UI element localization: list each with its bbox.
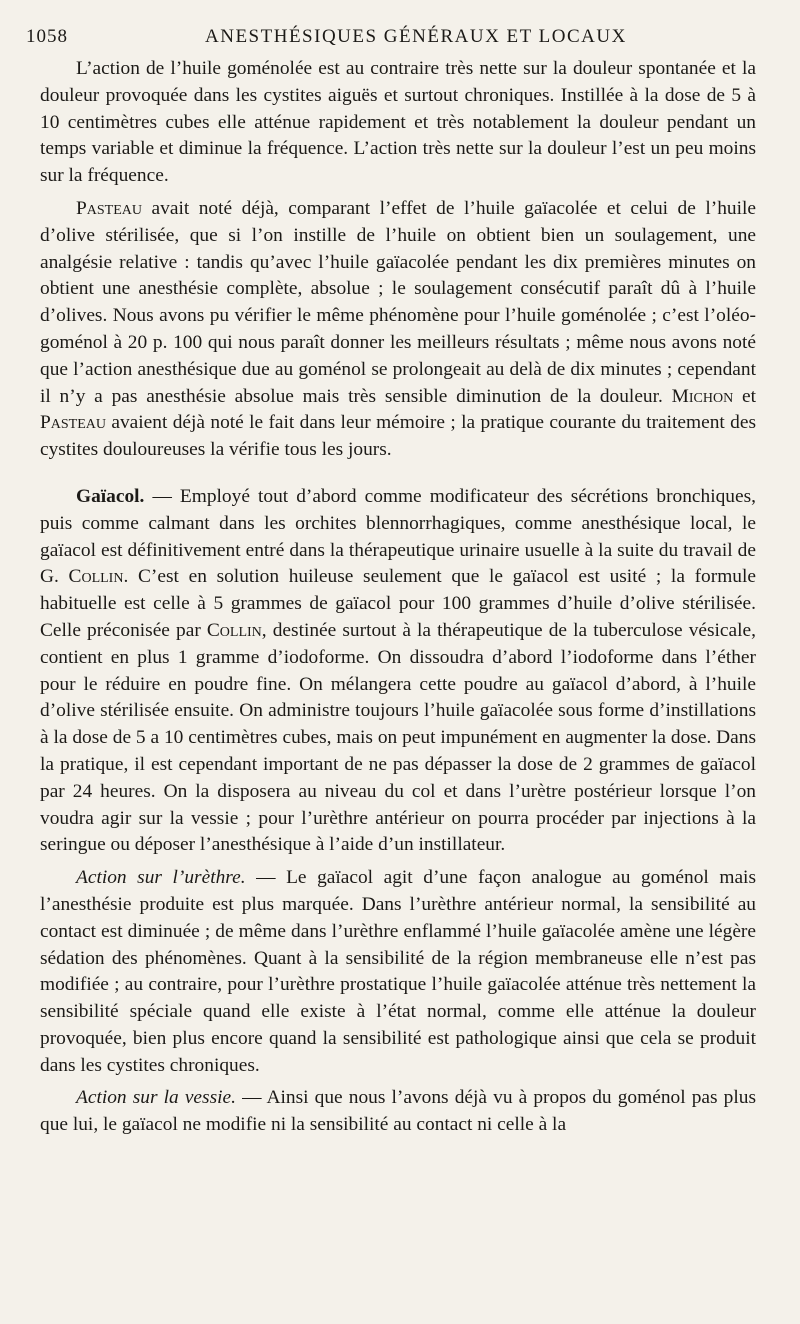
author-name: Michon bbox=[671, 385, 734, 407]
paragraph-urethre bbox=[40, 865, 756, 1079]
paragraph-text: — Le gaïacol agit d’une façon analogue au goménol mais l’anesthésie produite est plus marquée. Dans l’urèthre antérieur normal, la sensibilité au contact est diminuée ; de même dans l’urèthre enflammé l’huile gaïacolée amène une légère sédation des phénomènes. Quant à la sensibilité de la région membraneuse elle n’est pas modifiée ; au contraire, pour l’urèthre prostatique l’huile gaïacolée atténue très nettement la sensibilité spéciale quand elle existe à l’état normal, comme elle atténue la douleur provoquée, bien plus encore quand la sensibilité est pathologique ainsi que cela se produit dans les cystites chroniques. bbox=[40, 867, 756, 1076]
paragraph-gomenol-action bbox=[40, 56, 756, 190]
paragraph-text: et bbox=[733, 385, 756, 407]
paragraph-text: . C’est en solution huileuse seulement que le gaïacol est usité ; la formule habituelle est celle à 5 grammes de gaïacol pour 100 grammes d’huile d’olive stérilisée. Celle préconisée par bbox=[40, 566, 756, 641]
running-head bbox=[26, 22, 756, 56]
author-name: Collin bbox=[68, 566, 124, 588]
paragraph-vessie bbox=[40, 1085, 756, 1139]
paragraph-text: — Employé tout d’abord comme modificateur des sécrétions bronchiques, puis comme calmant dans les orchites blennorrhagiques, comme anesthésique local, le gaïacol est définitivement entré dans la thérapeutique urinaire usuelle à la suite du travail de G. bbox=[40, 485, 756, 588]
paragraph-text: — Ainsi que nous l’avons déjà vu à propos du goménol pas plus que lui, le gaïacol ne modifie ni la sensibilité au contact ni celle à la bbox=[40, 1087, 756, 1136]
section-heading: Gaïacol. bbox=[76, 485, 145, 507]
author-name: Pasteau bbox=[76, 197, 143, 219]
subsection-heading: Action sur l’urèthre. bbox=[76, 867, 246, 889]
page-number: 1058 bbox=[26, 26, 68, 47]
author-name: Pasteau bbox=[40, 412, 107, 434]
author-name: Collin bbox=[206, 619, 262, 641]
running-title: ANESTHÉSIQUES GÉNÉRAUX ET LOCAUX bbox=[205, 26, 627, 47]
paragraph-text: , destinée surtout à la thérapeutique de la tuberculose vésicale, contient en plus 1 gramme d’iodoforme. On dissoudra d’abord l’iodoforme dans l’éther pour le réduire en poudre fine. On mélangera cette poudre au gaïacol d’abord, à l’huile d’olive stérilisée ensuite. On administre toujours l’huile gaïacolée sous forme d’instillations à la dose de 5 a 10 centimètres cubes, mais on peut impunément en augmenter la dose. Dans la pratique, il est cependant important de ne pas dépasser la dose de 2 grammes de gaïacol par 24 heures. On la disposera au niveau du col et dans l’urètre postérieur lorsque l’on voudra agir sur la vessie ; pour l’urèthre antérieur on pourra procéder par injections à la seringue ou déposer l’anesthésique à l’aide d’un instillateur. bbox=[40, 619, 756, 856]
paragraph-pasteau bbox=[40, 196, 756, 464]
paragraph-text: L’action de l’huile goménolée est au contraire très nette sur la douleur spontanée et la douleur provoquée dans les cystites aiguës et surtout chroniques. Instillée à la dose de 5 à 10 centimètres cubes elle atténue rapidement et très notablement la douleur pendant un temps variable et diminue la fréquence. L’action très nette sur la douleur l’est un peu moins sur la fréquence. bbox=[40, 58, 756, 187]
paragraph-text: avaient déjà noté le fait dans leur mémoire ; la pratique courante du traitement des cystites douloureuses la vérifie tous les jours. bbox=[40, 412, 756, 461]
paragraph-text: avait noté déjà, comparant l’effet de l’huile gaïacolée et celui de l’huile d’olive stérilisée, que si l’on instille de l’huile on obtient bien un soulagement, une analgésie relative : tandis qu’avec l’huile gaïacolée pendant les dix premières minutes on obtient une anesthésie complète, absolue ; le soulagement consécutif paraît dû à l’huile d’olives. Nous avons pu vérifier le même phénomène pour l’huile goménolée ; c’est l’oléo-goménol à 20 p. 100 qui nous paraît donner les meilleurs résultats ; même nous avons noté que l’action anesthésique due au goménol se prolongeait au delà de dix minutes ; cependant il n’y a pas anesthésie absolue mais très sensible diminution de la douleur. bbox=[40, 197, 756, 407]
paragraph-gaiacol bbox=[40, 484, 756, 859]
subsection-heading: Action sur la vessie. bbox=[76, 1087, 236, 1109]
